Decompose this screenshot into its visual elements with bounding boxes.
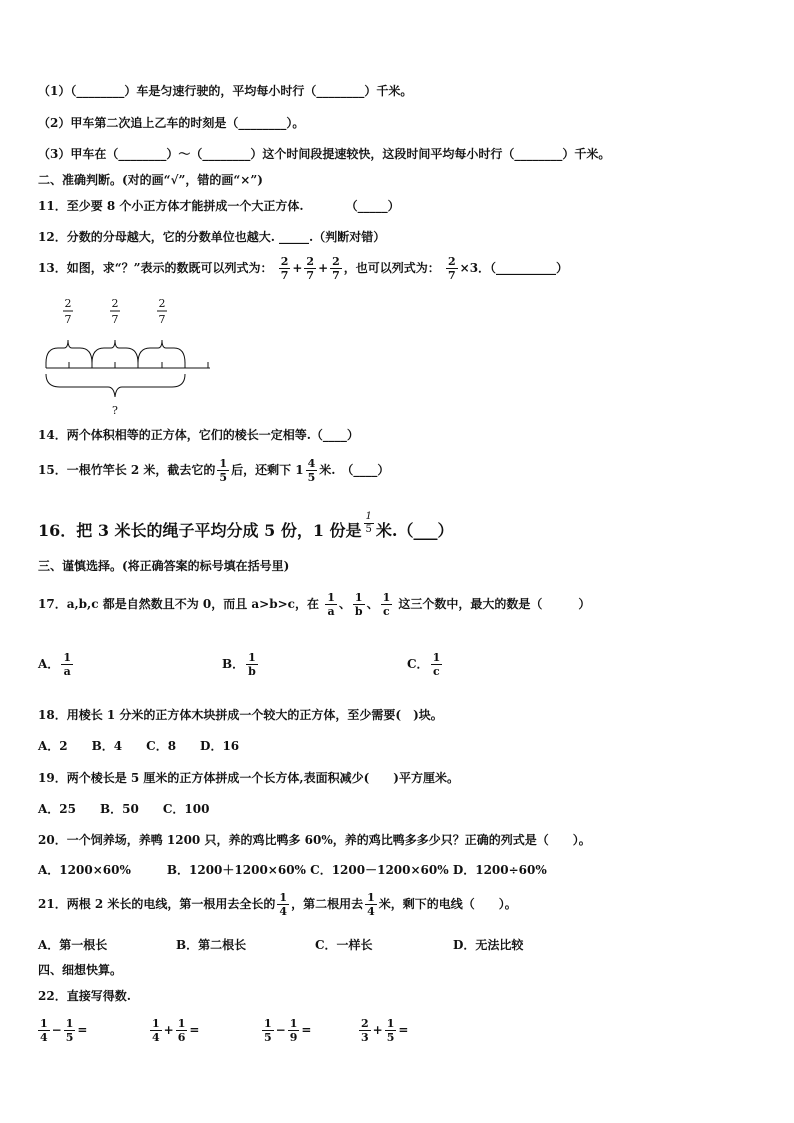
q1-part3: （3）甲车在（________）～（________）这个时间段提速较快，这段时间平均每小时行（________）千米。	[38, 147, 611, 161]
diagram-fraction-numerator: 2	[158, 297, 166, 310]
q21-option-d: D．无法比较	[453, 938, 524, 952]
question-19: 19．两个棱长是 5 厘米的正方体拼成一个长方体,表面积减少( )平方厘米。	[38, 771, 459, 785]
diagram-fraction-denominator: 7	[158, 313, 166, 326]
calc-item: $\frac{2}{3}$ + $\frac{1}{5}$ =	[361, 1017, 409, 1044]
diagram-fraction-numerator: 2	[111, 297, 119, 310]
question-13: 13．如图，求“？”表示的数既可以列式为： $\frac{2}{7}$ + $\frac{2}{7}$ + $\frac{2}{7}$ ，也可以列式为： $\frac{2}{7}$ ×3．（__________）	[38, 255, 569, 282]
q20-options: A．1200×60% B．1200＋1200×60% C．1200－1200×60% D．1200÷60%	[38, 863, 547, 877]
question-11: 11．至少要 8 个小正方体才能拼成一个大正方体. （_____）	[38, 199, 400, 213]
question-15: 15．一根竹竿长 2 米，截去它的 $\frac{1}{5}$ 后，还剩下 1 $\frac{4}{5}$ 米. （____）	[38, 457, 390, 484]
section-2-heading: 二、准确判断。(对的画“√”，错的画“×”)	[38, 173, 263, 187]
q17-option-b: B． $\frac{1}{b}$	[222, 651, 256, 678]
q17-fraction-c: $\frac{1}{c}$	[382, 591, 391, 618]
q21-fraction: $\frac{1}{4}$	[367, 891, 375, 918]
q21-option-c: C．一样长	[315, 938, 373, 952]
question-14: 14．两个体积相等的正方体，它们的棱长一定相等.（____）	[38, 428, 359, 442]
q1-part1: （1）（________）车是匀速行驶的，平均每小时行（________）千米。	[38, 84, 413, 98]
calc-item: $\frac{1}{4}$ − $\frac{1}{5}$ =	[40, 1017, 88, 1044]
section-4-heading: 四、细想快算。	[38, 963, 123, 977]
q13-answer: ×3．（__________）	[459, 261, 569, 275]
q17-option-c: C． $\frac{1}{c}$	[407, 651, 441, 678]
question-16: 16．把 3 米长的绳子平均分成 5 份，1 份是 $\frac{1}{5}$ 米.（___）	[38, 511, 454, 540]
q1-part2: （2）甲车第二次追上乙车的时刻是（________）。	[38, 116, 305, 130]
question-12: 12．分数的分母越大，它的分数单位也越大. _____.（判断对错）	[38, 230, 386, 244]
q21-option-b: B．第二根长	[176, 938, 247, 952]
diagram-fraction-numerator: 2	[64, 297, 72, 310]
q13-fraction: $\frac{2}{7}$	[448, 255, 456, 282]
question-22: 22．直接写得数.	[38, 989, 131, 1003]
q15-fraction: $\frac{4}{5}$	[307, 457, 316, 484]
q17-option-a-fraction: $\frac{1}{a}$	[63, 651, 71, 678]
q15-fraction: $\frac{1}{5}$	[219, 457, 228, 484]
q21-fraction: $\frac{1}{4}$	[279, 891, 288, 918]
q17-fraction-a: $\frac{1}{a}$	[327, 591, 335, 618]
q19-options: A．25 B．50 C．100	[38, 802, 210, 816]
question-18: 18．用棱长 1 分米的正方体木块拼成一个较大的正方体，至少需要( )块。	[38, 708, 443, 722]
q13-fraction: $\frac{2}{7}$	[280, 255, 289, 282]
q17-fraction-b: $\frac{1}{b}$	[354, 591, 363, 618]
q18-options: A．2 B．4 C．8 D．16	[38, 739, 240, 753]
diagram-fraction-denominator: 7	[111, 313, 119, 326]
section-3-heading: 三、谨慎选择。(将正确答案的标号填在括号里)	[38, 559, 290, 573]
diagram-fraction-denominator: 7	[64, 313, 72, 326]
diagram-question-mark: ?	[112, 404, 118, 417]
q13-diagram	[36, 296, 216, 420]
q13-fraction: $\frac{2}{7}$	[306, 255, 315, 282]
calc-item: $\frac{1}{4}$ + $\frac{1}{6}$ =	[152, 1017, 200, 1044]
q17-option-a: A． $\frac{1}{a}$	[38, 651, 71, 678]
question-20: 20．一个饲养场，养鸭 1200 只，养的鸡比鸭多 60%，养的鸡比鸭多多少只？正确的列式是（ ）。	[38, 833, 591, 847]
q17-option-c-fraction: $\frac{1}{c}$	[432, 651, 441, 678]
q17-option-b-fraction: $\frac{1}{b}$	[248, 651, 256, 678]
question-17: 17．a,b,c 都是自然数且不为 0，而且 a>b>c，在 $\frac{1}{a}$ 、 $\frac{1}{b}$ 、 $\frac{1}{c}$ 这三个数中，最大的数是（ ）	[38, 591, 591, 618]
q16-fraction: $\frac{1}{5}$	[365, 511, 372, 535]
question-21: 21．两根 2 米长的电线，第一根用去全长的 $\frac{1}{4}$ ，第二根用去 $\frac{1}{4}$ 米，剩下的电线（ ）。	[38, 891, 517, 918]
q21-option-a: A．第一根长	[38, 938, 108, 952]
calc-item: $\frac{1}{5}$ − $\frac{1}{9}$ =	[264, 1017, 312, 1044]
q13-fraction: $\frac{2}{7}$	[332, 255, 340, 282]
q13-text: 13．如图，求“？”表示的数既可以列式为：	[38, 261, 273, 275]
